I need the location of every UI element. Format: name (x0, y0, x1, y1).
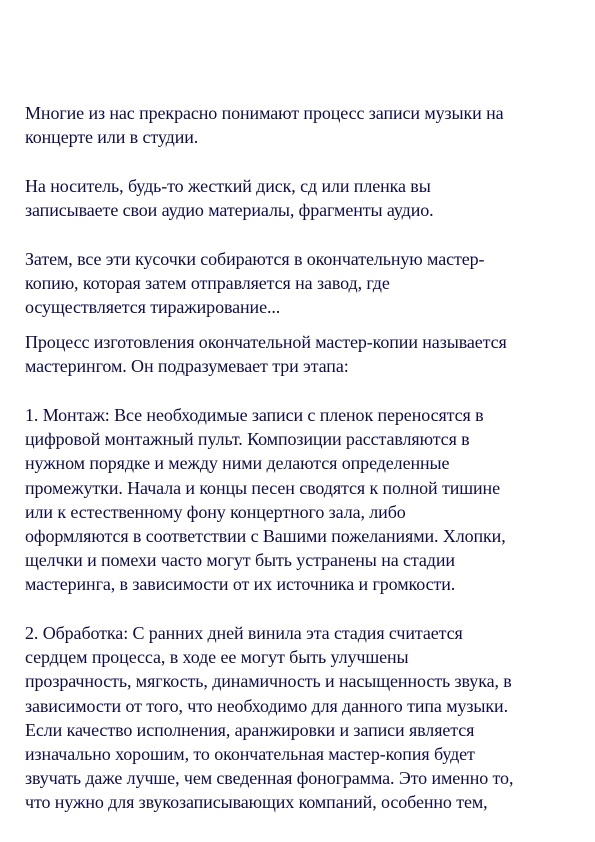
text-line: Процесс изготовления окончательной мастер-копии называется (25, 332, 507, 352)
text-line: оформляются в соответствии с Вашими пожеланиями. Хлопки, (25, 526, 506, 547)
text-line: зависимости от того, что необходимо для данного типа музыки. (25, 695, 508, 716)
text-line: 2. Обработка: С ранних дней винила эта стадия считается (25, 623, 463, 643)
text-line: осуществляется тиражирование... (25, 297, 281, 318)
text-line: прозрачность, мягкость, динамичность и насыщенность звука, в (25, 671, 512, 692)
text-line: сердцем процесса, в ходе ее могут быть улучшены (25, 647, 409, 668)
text-line: Затем, все эти кусочки собираются в окончательную мастер- (25, 249, 485, 269)
text-line: звучать даже лучше, чем сведенная фонограмма. Это именно то, (25, 768, 514, 789)
paragraph-master-copy (25, 247, 580, 320)
text-line: Многие из нас прекрасно понимают процесс записи музыки на (25, 103, 504, 123)
text-line: или к естественному фону концертного зала, либо (25, 501, 406, 522)
text-line: щелчки и помехи часто могут быть устранены на стадии (25, 550, 455, 571)
text-line: копию, которая затем отправляется на завод, где (25, 273, 390, 294)
text-line: концерте или в студии. (25, 127, 199, 148)
text-line: изначально хорошим, то окончательная мастер-копия будет (25, 744, 475, 765)
text-line: 1. Монтаж: Все необходимые записи с пленок переносятся в (25, 405, 484, 425)
text-line: На носитель, будь-то жесткий диск, сд или пленка вы (25, 176, 431, 196)
text-line: промежутки. Начала и концы песен сводятся к полной тишине (25, 477, 500, 498)
paragraph-intro (25, 101, 580, 149)
text-line: нужном порядке и между ними делаются определенные (25, 453, 450, 474)
paragraph-mastering (25, 330, 580, 378)
text-line: цифровой монтажный пульт. Композиции расставляются в (25, 429, 470, 450)
text-line: записываете свои аудио материалы, фрагменты аудио. (25, 200, 434, 221)
text-line: мастерингом. Он подразумевает три этапа: (25, 356, 349, 377)
paragraph-stage-processing (25, 621, 580, 815)
paragraph-media (25, 174, 580, 222)
text-line: Если качество исполнения, аранжировки и записи является (25, 719, 475, 740)
text-line: что нужно для звукозаписывающих компаний, особенно тем, (25, 792, 488, 813)
text-line: мастеринга, в зависимости от их источника и громкости. (25, 574, 456, 595)
paragraph-stage-editing (25, 403, 580, 597)
